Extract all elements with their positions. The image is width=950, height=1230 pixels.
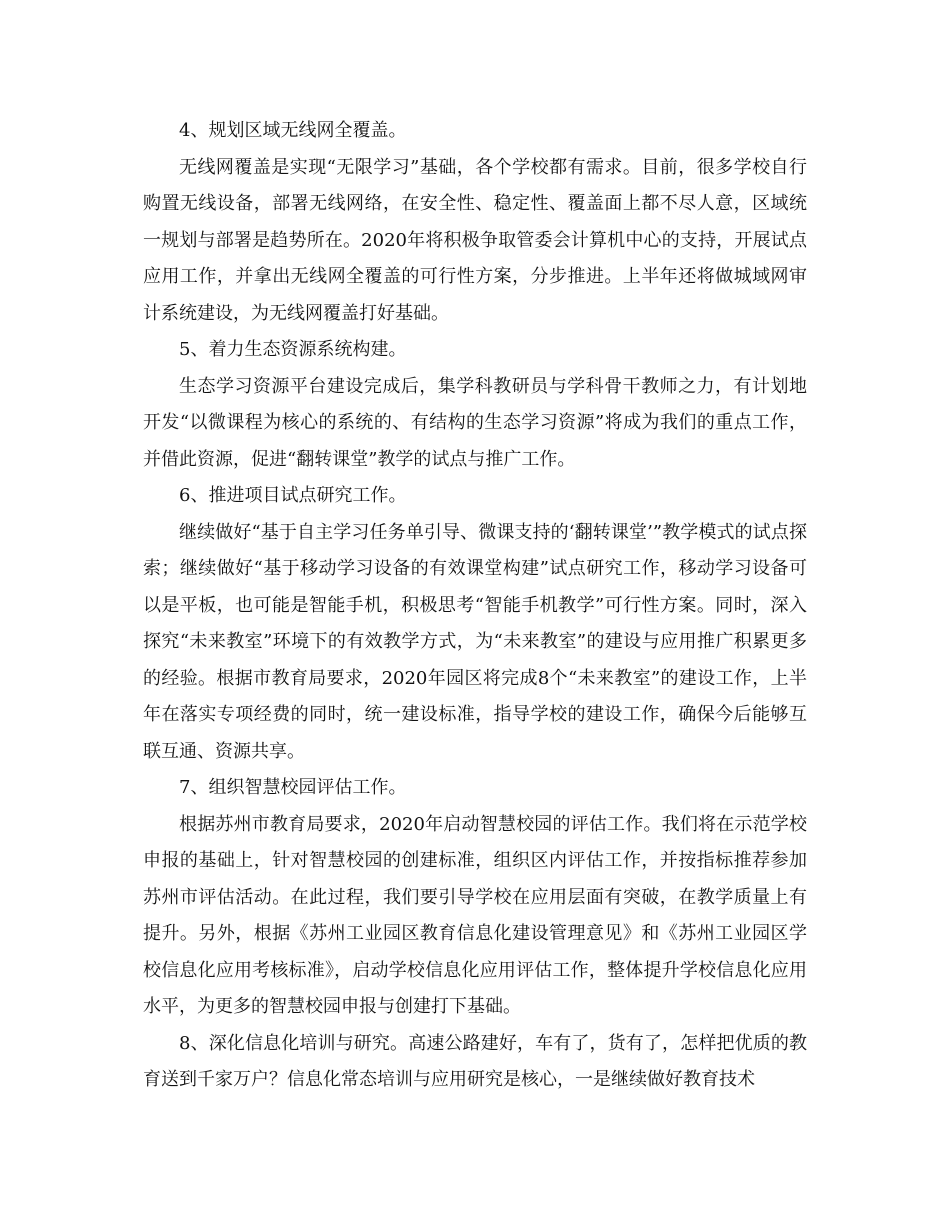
section-heading-5: 5、着力生态资源系统构建。 xyxy=(179,339,407,360)
section-heading-6: 6、推进项目试点研究工作。 xyxy=(179,485,407,506)
paragraph-training-research: 8、深化信息化培训与研究。高速公路建好，车有了，货有了，怎样把优质的教育送到千家万户？信息化常态培训与应用研究是核心，一是继续做好教育技术 xyxy=(143,1032,807,1090)
section-heading-4: 4、规划区域无线网全覆盖。 xyxy=(179,120,407,141)
paragraph-eco-resources: 生态学习资源平台建设完成后，集学科教研员与学科骨干教师之力，有计划地开发“以微课程为核心的系统的、有结构的生态学习资源”将成为我们的重点工作，并借此资源，促进“翻转课堂”教学的试点与推广工作。 xyxy=(143,375,807,470)
paragraph-smart-campus: 根据苏州市教育局要求，2020年启动智慧校园的评估工作。我们将在示范学校申报的基础上，针对智慧校园的创建标准，组织区内评估工作，并按指标推荐参加苏州市评估活动。在此过程，我们要引导学校在应用层面有突破，在教学质量上有提升。另外，根据《苏州工业园区教育信息化建设管理意见》和《苏州工业园区学校信息化应用考核标准》，启动学校信息化应用评估工作，整体提升学校信息化应用水平，为更多的智慧校园申报与创建打下基础。 xyxy=(143,813,807,1017)
paragraph-wireless-coverage: 无线网覆盖是实现“无限学习”基础，各个学校都有需求。目前，很多学校自行购置无线设备，部署无线网络，在安全性、稳定性、覆盖面上都不尽人意，区域统一规划与部署是趋势所在。2020年将积极争取管委会计算机中心的支持，开展试点应用工作，并拿出无线网全覆盖的可行性方案，分步推进。上半年还将做城域网审计系统建设，为无线网覆盖打好基础。 xyxy=(143,156,807,324)
paragraph-pilot-research: 继续做好“基于自主学习任务单引导、微课支持的‘翻转课堂’”教学模式的试点探索；继续做好“基于移动学习设备的有效课堂构建”试点研究工作，移动学习设备可以是平板，也可能是智能手机，积极思考“智能手机教学”可行性方案。同时，深入探究“未来教室”环境下的有效教学方式，为“未来教室”的建设与应用推广积累更多的经验。根据市教育局要求，2020年园区将完成8个“未来教室”的建设工作，上半年在落实专项经费的同时，统一建设标准，指导学校的建设工作，确保今后能够互联互通、资源共享。 xyxy=(143,521,807,762)
document-body xyxy=(143,113,807,1099)
section-heading-7: 7、组织智慧校园评估工作。 xyxy=(179,777,407,798)
